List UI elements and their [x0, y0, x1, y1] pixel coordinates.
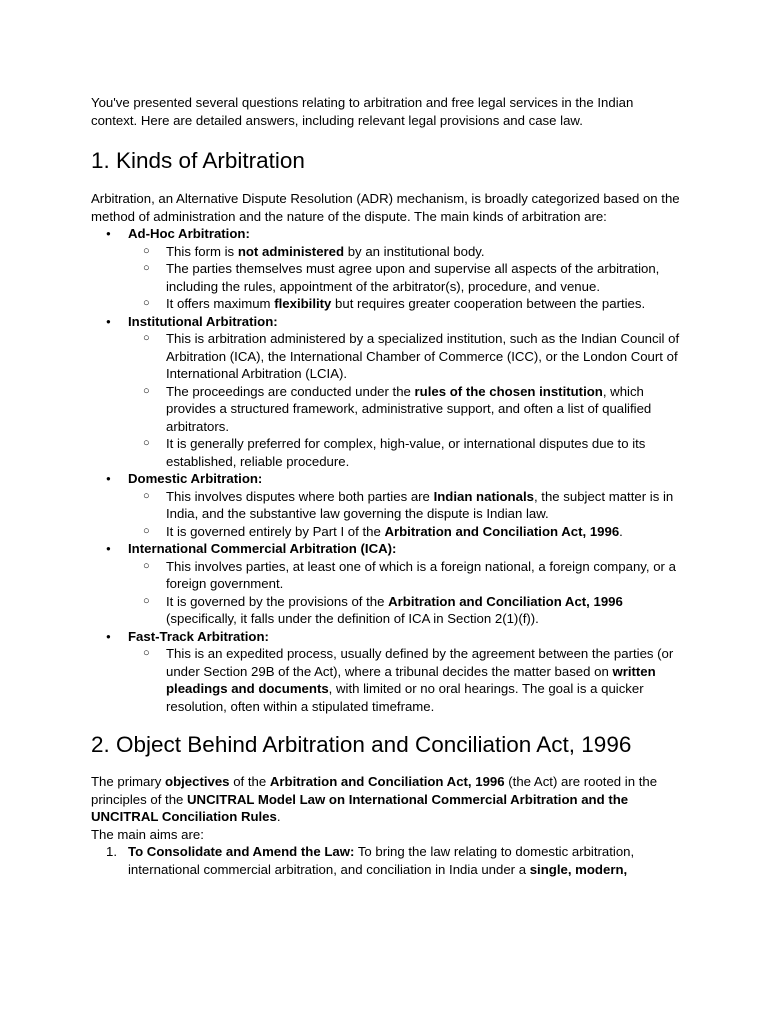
list-item: 1. To Consolidate and Amend the Law: To bring the law relating to domestic arbitration, international commercial arbitration, and conciliation in India under a single, modern, [106, 844, 635, 877]
sub-list [128, 330, 680, 470]
sub-list-item: ○ This involves parties, at least one of which is a foreign national, a foreign company, or a foreign government. [128, 558, 680, 593]
sub-list-item: ○ It is governed entirely by Part I of the Arbitration and Conciliation Act, 1996. [128, 523, 680, 541]
intro-paragraph: You've presented several questions relating to arbitration and free legal services in the Indian context. Here are detailed answers, including relevant legal provisions and case law. [91, 95, 634, 128]
list-item-title: Institutional Arbitration: [128, 313, 278, 329]
list-item [91, 225, 680, 313]
sub-list-item: ○ This involves disputes where both parties are Indian nationals, the subject matter is in India, and the substantive law governing the dispute is Indian law. [128, 488, 680, 523]
sub-list [128, 558, 680, 628]
list-item-title: To Consolidate and Amend the Law: [128, 844, 355, 859]
list-number: 1. [106, 844, 117, 859]
section1-heading: 1. Kinds of Arbitration [91, 148, 305, 173]
section2-paragraph: The primary objectives of the Arbitration and Conciliation Act, 1996 (the Act) are rooted in the principles of the UNCITRAL Model Law on International Commercial Arbitration and the UNCITRAL Conciliation Rules. [91, 774, 658, 824]
aims-list [91, 843, 680, 878]
list-item-title: Fast-Track Arbitration: [128, 628, 269, 644]
sub-list-item: ○ It is generally preferred for complex, high-value, or international disputes due to its established, reliable procedure. [128, 435, 680, 470]
sub-list-item: ○ This form is not administered by an institutional body. [128, 243, 680, 261]
sub-list-item: ○ The parties themselves must agree upon and supervise all aspects of the arbitration, including the rules, appointment of the arbitrator(s), procedure, and venue. [128, 260, 680, 295]
sub-list-item: ○ This is arbitration administered by a specialized institution, such as the Indian Council of Arbitration (ICA), the International Chamber of Commerce (ICC), or the London Court of International Arbitration (LCIA). [128, 330, 680, 383]
section2-aims: The main aims are: [91, 826, 204, 842]
section1-lead: Arbitration, an Alternative Dispute Resolution (ADR) mechanism, is broadly categorized based on the method of administration and the nature of the dispute. The main kinds of arbitration are: [91, 191, 680, 224]
section2-heading: 2. Object Behind Arbitration and Conciliation Act, 1996 [91, 732, 632, 757]
sub-list [128, 243, 680, 313]
sub-list-item: ○ It is governed by the provisions of the Arbitration and Conciliation Act, 1996 (specifically, it falls under the definition of ICA in Section 2(1)(f)). [128, 593, 680, 628]
list-item [91, 470, 680, 540]
list-item [91, 540, 680, 628]
list-item [91, 313, 680, 471]
list-item [91, 628, 680, 716]
list-item-title: International Commercial Arbitration (ICA): [128, 541, 397, 556]
sub-list [128, 645, 680, 715]
kinds-list [91, 225, 680, 715]
list-item-title: Ad-Hoc Arbitration: [128, 226, 250, 241]
sub-list [128, 488, 680, 541]
sub-list-item: ○ It offers maximum flexibility but requires greater cooperation between the parties. [128, 295, 680, 313]
sub-list-item: ○ This is an expedited process, usually defined by the agreement between the parties (or under Section 29B of the Act), where a tribunal decides the matter based on written pleadings and documents, with limited or no oral hearings. The goal is a quicker resolution, often within a stipulated timeframe. [128, 645, 680, 715]
list-item-title: Domestic Arbitration: [128, 471, 263, 486]
sub-list-item: ○ The proceedings are conducted under the rules of the chosen institution, which provides a structured framework, administrative support, and often a list of qualified arbitrators. [128, 383, 680, 436]
